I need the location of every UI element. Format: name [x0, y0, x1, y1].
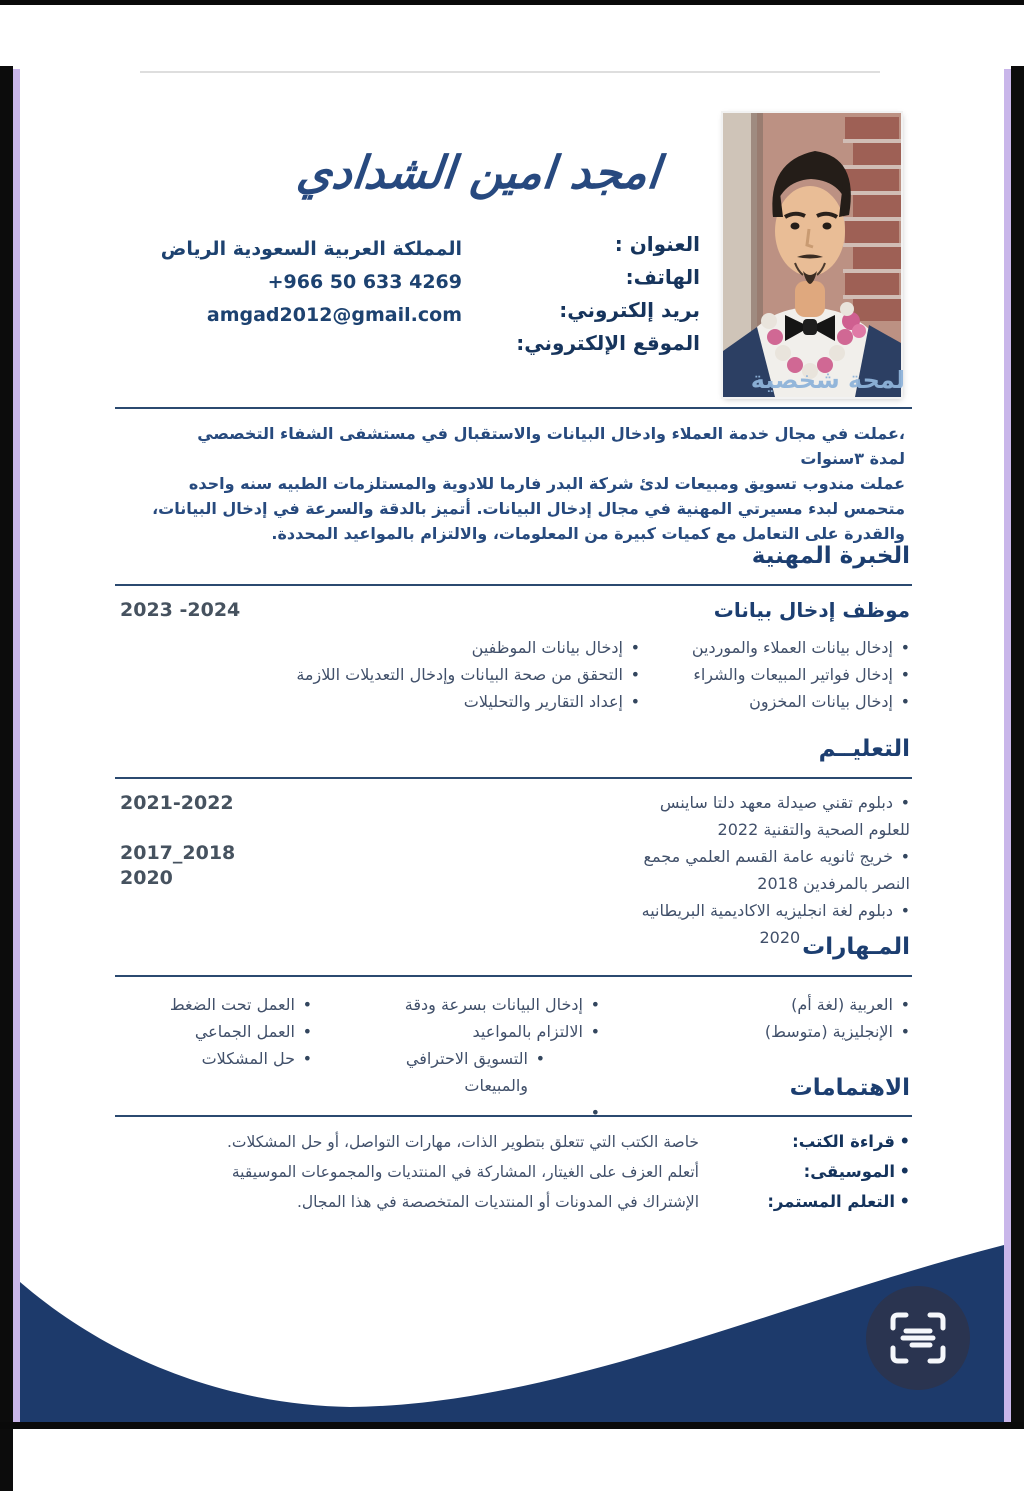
experience-bullet: • إعداد التقارير والتحليلات [296, 688, 640, 715]
bottom-border [0, 1422, 1024, 1429]
education-date: 2021-2022 [120, 792, 234, 814]
right-border [1011, 66, 1024, 1424]
skills-languages [765, 991, 910, 1045]
skill-item: • الالتزام بالمواعيد [350, 1018, 600, 1045]
experience-bullets-primary [692, 634, 910, 715]
bottom-margin [13, 1429, 1024, 1491]
email-value: amgad2012@gmail.com [206, 304, 462, 326]
scan-button[interactable] [866, 1286, 970, 1390]
address-label: العنوان : [614, 232, 700, 256]
scan-icon [889, 1311, 947, 1365]
skills-core [350, 991, 600, 1099]
skill-item: • العمل تحت الضغط [170, 991, 312, 1018]
experience-bullet: • إدخال فواتير المبيعات والشراء [692, 661, 910, 688]
education-entry-continued: 2020 [759, 928, 801, 947]
skill-item: • حل المشكلات [170, 1045, 312, 1072]
summary-line: لمدة ٣سنوات [800, 449, 905, 468]
bottom-wave-decoration [20, 1240, 1004, 1422]
interest-text: الإشتراك في المدونات أو المنتديات المتخصصة في هذا المجال. [296, 1193, 699, 1211]
phone-value: +966 50 633 4269 [267, 271, 462, 293]
experience-divider [115, 584, 912, 586]
education-list [642, 789, 910, 951]
education-entry: • خريج ثانويه عامة القسم العلمي مجمع [642, 843, 910, 870]
summary-line: ،عملت في مجال خدمة العملاء وادخال البيانات والاستقبال في مستشفى الشفاء التخصصي [197, 424, 905, 443]
interest-label: • الموسيقى: [699, 1157, 910, 1187]
interest-text: أتعلم العزف على الغيتار، المشاركة في المنتديات والمجموعات الموسيقية [231, 1163, 699, 1181]
left-accent-line [13, 69, 20, 1422]
education-date: 2020 [120, 867, 173, 889]
interest-row [116, 1187, 910, 1217]
skill-item: • الإنجليزية (متوسط) [765, 1018, 910, 1045]
education-entry-continued: للعلوم الصحية والتقنية 2022 [717, 820, 910, 839]
job-date-range: 2023 -2024 [120, 599, 241, 621]
interests-list [116, 1127, 910, 1217]
website-label: الموقع الإلكتروني: [516, 331, 700, 355]
summary-line: عملت مندوب تسويق ومبيعات لدئ شركة البدر فارما للادوية والمستلزمات الطبيه سنه واحده [188, 474, 905, 493]
education-section-title: التعليــم [818, 736, 910, 762]
education-entry: • دبلوم لغة انجليزيه الاكاديمية البريطانيه [642, 897, 910, 924]
profile-photo [723, 113, 901, 397]
summary-line: والقدرة على التعامل مع كميات كبيرة من المعلومات، والالتزام بالمواعيد المحددة. [271, 524, 905, 543]
job-title: موظف إدخال بيانات [713, 598, 910, 622]
experience-bullet: • إدخال بيانات العملاء والموردين [692, 634, 910, 661]
interest-label: • قراءة الكتب: [699, 1127, 910, 1157]
contact-labels [516, 228, 700, 360]
experience-section-title: الخبرة المهنية [751, 543, 910, 569]
education-dates [120, 791, 235, 891]
interest-label: • التعلم المستمر: [699, 1187, 910, 1217]
education-divider [115, 777, 912, 779]
experience-bullet: • إدخال بيانات الموظفين [296, 634, 640, 661]
interest-row [116, 1157, 910, 1187]
candidate-name: امجد امين الشدادي [294, 146, 663, 199]
experience-bullet: • التحقق من صحة البيانات وإدخال التعديلات اللازمة [296, 661, 640, 688]
skill-item: • العمل الجماعي [170, 1018, 312, 1045]
interests-section-title: الاهتمامات [789, 1075, 910, 1101]
education-entry-continued: النصر بالمرفدين 2018 [757, 874, 910, 893]
page-top-edge [140, 71, 880, 73]
skill-item: • التسويق الاحترافي والمبيعات [350, 1045, 545, 1099]
summary-line: متحمس لبدء مسيرتي المهنية في مجال إدخال البيانات. أتميز بالدقة والسرعة في إدخال البيانات، [152, 499, 905, 518]
left-border [0, 66, 13, 1491]
top-border [0, 0, 1024, 5]
education-date: 2017_2018 [120, 842, 236, 864]
summary-section-title: لمحة شخصية [750, 366, 905, 394]
skills-soft [170, 991, 312, 1072]
experience-bullets-secondary [296, 634, 640, 715]
profile-photo-illustration [723, 113, 901, 397]
skills-divider [115, 975, 912, 977]
phone-label: الهاتف: [625, 265, 700, 289]
interest-row [116, 1127, 910, 1157]
skill-item: • إدخال البيانات بسرعة ودقة [350, 991, 600, 1018]
summary-divider [115, 407, 912, 409]
skills-section-title: المـهارات [802, 934, 910, 960]
interest-text: خاصة الكتب التي تتعلق بتطوير الذات، مهارات التواصل، أو حل المشكلات. [226, 1133, 699, 1151]
skill-item: • العربية (لغة أم) [765, 991, 910, 1018]
contact-values [161, 233, 462, 332]
right-accent-line [1004, 69, 1011, 1422]
address-value: المملكة العربية السعودية الرياض [160, 238, 462, 260]
summary-paragraph [152, 421, 905, 546]
interests-divider [115, 1115, 912, 1117]
email-label: بريد إلكتروني: [559, 298, 700, 322]
experience-bullet: • إدخال بيانات المخزون [692, 688, 910, 715]
education-entry: • دبلوم تقني صيدلة معهد دلتا ساينس [642, 789, 910, 816]
